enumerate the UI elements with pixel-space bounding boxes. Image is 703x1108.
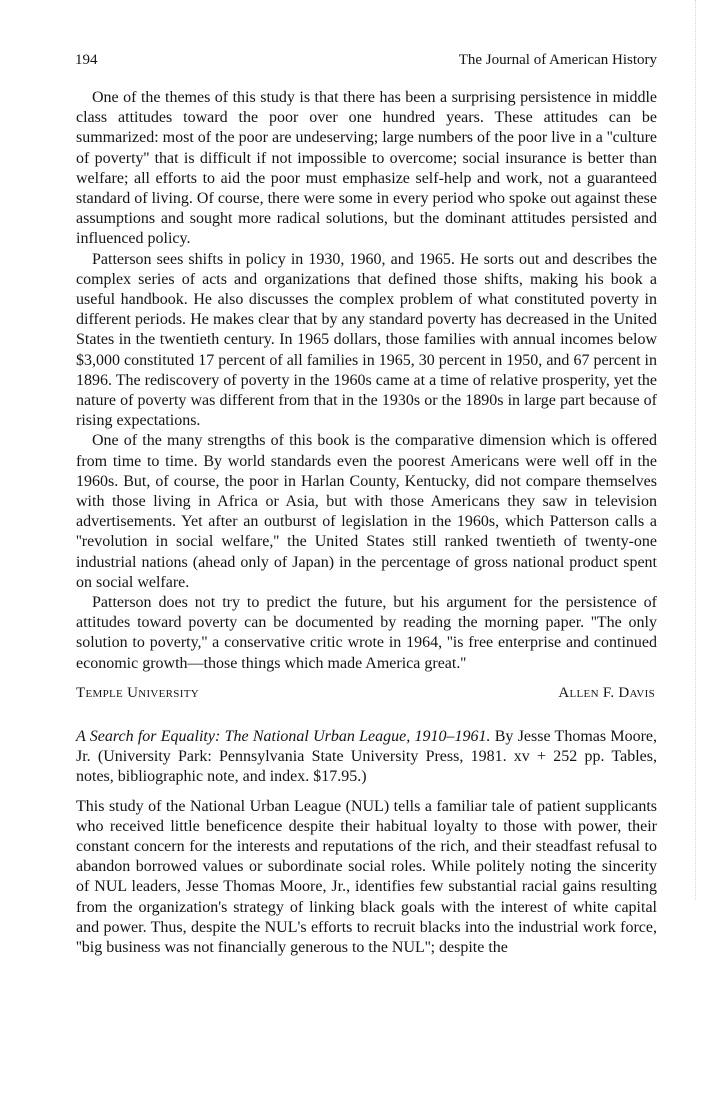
page-number: 194	[75, 52, 98, 68]
journal-page	[76, 50, 657, 958]
review-one-body	[76, 88, 657, 674]
book-details: By Jesse Thomas Moore, Jr. (University Park: Pennsylvania State University Press, 1981. xv + 252 pp. Tables, notes, bibliographic note, and index. $17.95.)	[76, 727, 658, 786]
review-two-body	[76, 797, 657, 959]
journal-title: The Journal of American History	[458, 52, 657, 68]
book-citation	[76, 727, 657, 788]
paragraph: One of the many strengths of this book is the comparative dimension which is offered from time to time. By world standards even the poorest Americans were well off in the 1960s. But, of course, the poor in Harlan County, Kentucky, did not compare themselves with those living in Africa or Asia, but with those Americans they saw in television advertisements. Yet after an outburst of legislation in the 1960s, which Patterson calls a ''revolution in social welfare,'' the United States still ranked twentieth of twenty-one industrial nations (ahead only of Japan) in the percentage of gross national product spent on social welfare.	[76, 432, 657, 591]
paragraph: Patterson does not try to predict the future, but his argument for the persistence of attitudes toward poverty can be documented by reading the morning paper. ''The only solution to poverty,'' a conservative critic wrote in 1964, ''is free enterprise and continued economic growth—those things which made America great.''	[76, 594, 657, 672]
paragraph: Patterson sees shifts in policy in 1930, 1960, and 1965. He sorts out and describes the complex series of acts and organizations that defined those shifts, making his book a useful handbook. He also discusses the complex problem of what constituted poverty in different periods. He makes clear that by any standard poverty has decreased in the United States in the twentieth century. In 1965 dollars, those families with annual incomes below $3,000 constituted 17 percent of all families in 1965, 30 percent in 1950, and 67 percent in 1896. The rediscovery of poverty in the 1960s came at a time of relative prosperity, yet the nature of poverty was different from that in the 1930s or the 1890s in large part because of rising expectations.	[76, 250, 657, 430]
reviewer-name: Allen F. Davis	[558, 684, 655, 701]
reviewer-institution: Temple University	[76, 684, 199, 701]
book-title: A Search for Equality: The National Urban League, 1910–1961.	[76, 727, 491, 745]
running-head	[76, 50, 657, 70]
scan-edge-artifact	[695, 0, 697, 900]
paragraph: One of the themes of this study is that there has been a surprising persistence in middle class attitudes toward the poor over one hundred years. These attitudes can be summarized: most of the poor are undeserving; large numbers of the poor live in a ''culture of poverty'' that is difficult if not impossible to overcome; social insurance is better than welfare; all efforts to aid the poor must emphasize self-help and work, not a guaranteed standard of living. Of course, there were some in every period who spoke out against these assumptions and sought more radical solutions, but the dominant attitudes persisted and influenced policy.	[76, 89, 657, 248]
paragraph: This study of the National Urban League (NUL) tells a familiar tale of patient supplicants who received little beneficence despite their habitual loyalty to those with power, their constant concern for the interests and reputations of the rich, and their steadfast refusal to abandon borrowed values or subordinate social roles. While politely noting the sincerity of NUL leaders, Jesse Thomas Moore, Jr., identifies few substantial racial gains resulting from the organization's strategy of linking black goals with the interest of white capital and power. Thus, despite the NUL's efforts to recruit blacks into the industrial work force, ''big business was not financially generous to the NUL''; despite the	[76, 797, 657, 956]
reviewer-signature	[76, 683, 657, 703]
